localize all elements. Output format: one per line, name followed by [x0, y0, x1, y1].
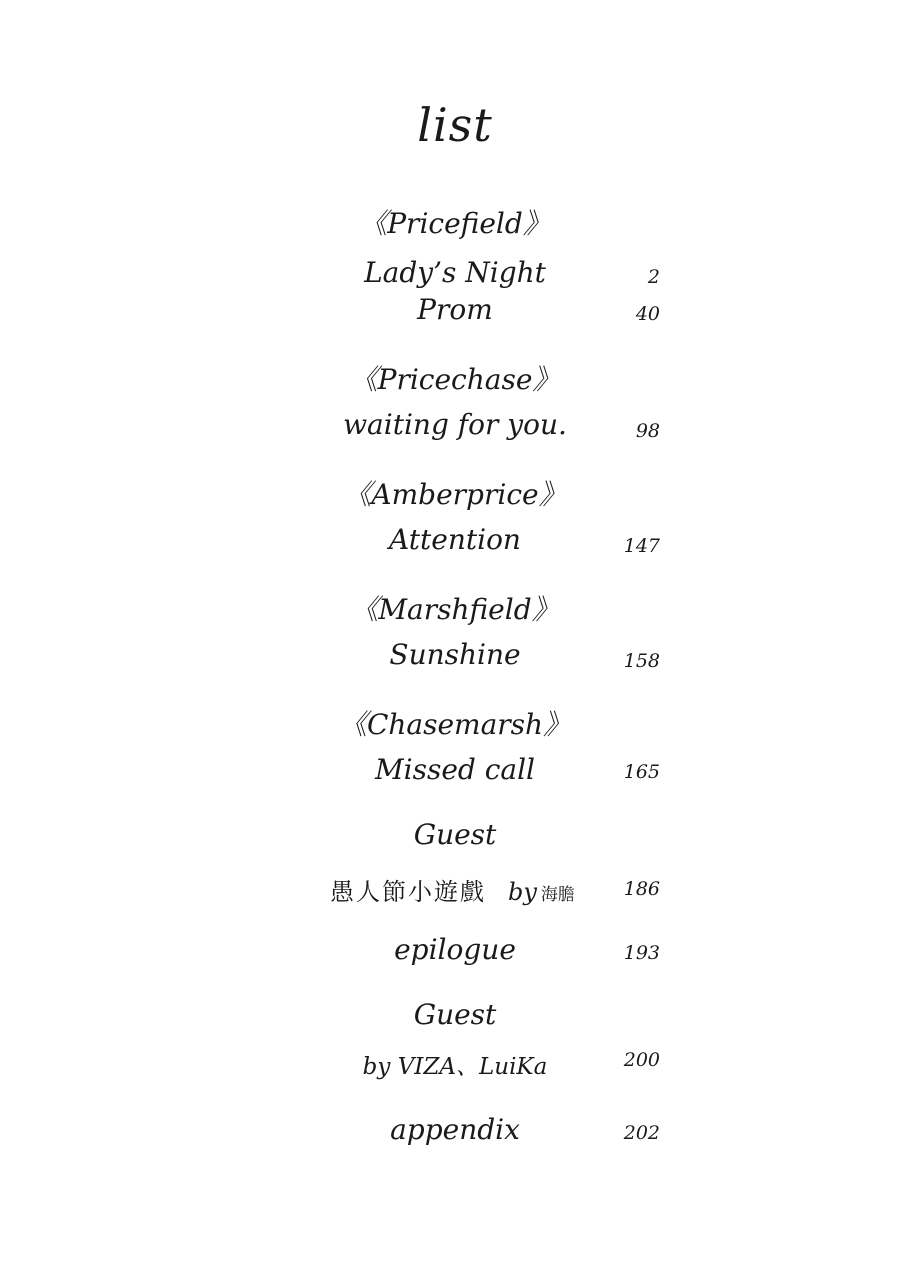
toc-entry-ladys-night-title: Lady’s Night — [364, 256, 546, 289]
toc-entry-sunshine-title: Sunshine — [389, 638, 521, 671]
toc-entry-guest-game — [330, 872, 600, 907]
toc-entry-guest-game-author: 海膽 — [540, 885, 575, 905]
section-heading-guest-2: Guest — [413, 998, 497, 1031]
toc-entry-attention-page: 147 — [623, 535, 660, 557]
toc-entry-guest-game-title: 愚人節小遊戲 — [330, 878, 486, 906]
toc-entry-missed-call-title: Missed call — [374, 753, 536, 786]
toc-entry-missed-call-page: 165 — [623, 761, 660, 783]
section-heading-marshfield: 《Marshfield》 — [350, 593, 560, 626]
toc-entry-epilogue-title: epilogue — [394, 933, 516, 966]
toc-entry-prom-title: Prom — [417, 293, 493, 326]
toc-entry-guest-viza-title: by VIZA、LuiKa — [362, 1054, 548, 1080]
section-heading-pricechase: 《Pricechase》 — [349, 363, 561, 396]
toc-entry-ladys-night-page: 2 — [647, 266, 660, 288]
toc-entry-waiting-page: 98 — [635, 420, 660, 442]
toc-entry-guest-game-page: 186 — [623, 878, 660, 900]
section-heading-chasemarsh: 《Chasemarsh》 — [338, 708, 572, 741]
toc-entry-appendix-title: appendix — [390, 1113, 520, 1146]
section-heading-pricefield: 《Pricefield》 — [359, 207, 551, 240]
toc-entry-waiting-title: waiting for you. — [343, 408, 567, 441]
section-heading-guest: Guest — [413, 818, 497, 851]
toc-entry-attention-title: Attention — [389, 523, 521, 556]
page-title: list — [417, 98, 493, 152]
toc-entry-appendix-page: 202 — [623, 1122, 660, 1144]
toc-entry-guest-viza-page: 200 — [623, 1049, 660, 1071]
toc-entry-prom-page: 40 — [635, 303, 660, 325]
toc-entry-sunshine-page: 158 — [623, 650, 660, 672]
toc-entry-guest-game-by: by — [508, 878, 537, 906]
toc-entry-epilogue-page: 193 — [623, 942, 660, 964]
section-heading-amberprice: 《Amberprice》 — [343, 478, 567, 511]
